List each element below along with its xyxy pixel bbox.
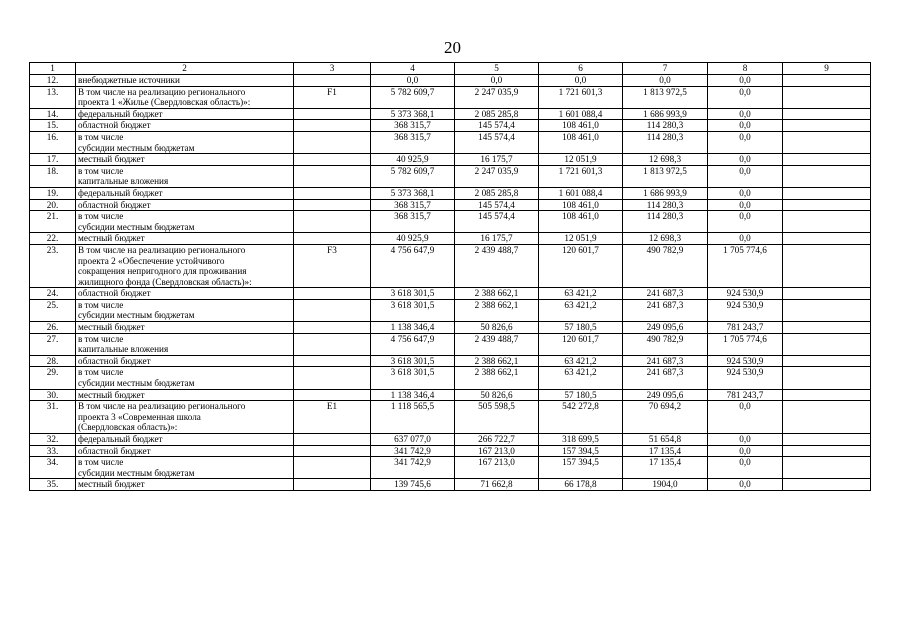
row-number: 33. (30, 445, 76, 457)
value-col-7: 1 686 993,9 (623, 187, 708, 199)
value-col-8: 781 243,7 (708, 322, 783, 334)
value-col-4: 1 118 565,5 (371, 401, 455, 434)
value-col-5: 266 722,7 (455, 434, 539, 446)
row-code (294, 120, 371, 132)
row-number: 21. (30, 211, 76, 233)
value-col-7: 490 782,9 (623, 333, 708, 355)
value-col-8: 924 530,9 (708, 367, 783, 389)
value-col-9 (783, 288, 871, 300)
value-col-9 (783, 333, 871, 355)
column-header: 2 (76, 63, 294, 75)
value-col-7: 0,0 (623, 75, 708, 87)
table-row (30, 131, 871, 153)
row-number: 25. (30, 299, 76, 321)
row-name: местный бюджет (76, 154, 294, 166)
row-number: 13. (30, 86, 76, 108)
value-col-8: 781 243,7 (708, 389, 783, 401)
row-name: федеральный бюджет (76, 434, 294, 446)
value-col-6: 108 461,0 (539, 211, 623, 233)
row-name: в том числе субсидии местным бюджетам (76, 211, 294, 233)
value-col-9 (783, 479, 871, 491)
row-name: в том числе капитальные вложения (76, 333, 294, 355)
value-col-7: 17 135,4 (623, 445, 708, 457)
budget-table (29, 62, 871, 491)
row-name: в том числе субсидии местным бюджетам (76, 367, 294, 389)
value-col-7: 1 813 972,5 (623, 165, 708, 187)
value-col-9 (783, 86, 871, 108)
column-header: 6 (539, 63, 623, 75)
value-col-8: 0,0 (708, 165, 783, 187)
table-row (30, 75, 871, 87)
row-number: 18. (30, 165, 76, 187)
value-col-6: 57 180,5 (539, 322, 623, 334)
value-col-7: 12 698,3 (623, 233, 708, 245)
table-row (30, 367, 871, 389)
value-col-8: 0,0 (708, 86, 783, 108)
row-code (294, 154, 371, 166)
row-number: 22. (30, 233, 76, 245)
value-col-5: 71 662,8 (455, 479, 539, 491)
value-col-8: 0,0 (708, 131, 783, 153)
value-col-8: 0,0 (708, 457, 783, 479)
value-col-4: 5 782 609,7 (371, 86, 455, 108)
value-col-5: 2 388 662,1 (455, 288, 539, 300)
value-col-6: 157 394,5 (539, 445, 623, 457)
value-col-5: 50 826,6 (455, 322, 539, 334)
row-code: F1 (294, 86, 371, 108)
value-col-6: 63 421,2 (539, 367, 623, 389)
table-row (30, 457, 871, 479)
value-col-5: 505 598,5 (455, 401, 539, 434)
value-col-6: 108 461,0 (539, 120, 623, 132)
value-col-9 (783, 75, 871, 87)
value-col-9 (783, 367, 871, 389)
row-code (294, 199, 371, 211)
row-number: 17. (30, 154, 76, 166)
row-code (294, 389, 371, 401)
row-code: E1 (294, 401, 371, 434)
value-col-4: 368 315,7 (371, 120, 455, 132)
value-col-5: 2 388 662,1 (455, 367, 539, 389)
row-number: 23. (30, 244, 76, 287)
value-col-6: 318 699,5 (539, 434, 623, 446)
row-number: 30. (30, 389, 76, 401)
row-code (294, 131, 371, 153)
table-row (30, 288, 871, 300)
value-col-6: 542 272,8 (539, 401, 623, 434)
value-col-7: 1 686 993,9 (623, 108, 708, 120)
row-name: В том числе на реализацию регионального проекта 2 «Обеспечение устойчивого сокращения непригодного для проживания жилищного фонда (Свердловская область)»: (76, 244, 294, 287)
value-col-5: 2 085 285,8 (455, 108, 539, 120)
value-col-6: 1 721 601,3 (539, 165, 623, 187)
row-number: 34. (30, 457, 76, 479)
value-col-5: 0,0 (455, 75, 539, 87)
table-row (30, 322, 871, 334)
column-header: 1 (30, 63, 76, 75)
row-name: В том числе на реализацию регионального проекта 3 «Современная школа (Свердловская область)»: (76, 401, 294, 434)
column-header: 4 (371, 63, 455, 75)
value-col-9 (783, 389, 871, 401)
value-col-4: 40 925,9 (371, 154, 455, 166)
value-col-6: 1 601 088,4 (539, 187, 623, 199)
value-col-6: 63 421,2 (539, 299, 623, 321)
value-col-6: 12 051,9 (539, 233, 623, 245)
row-name: в том числе субсидии местным бюджетам (76, 299, 294, 321)
value-col-8: 924 530,9 (708, 355, 783, 367)
row-code (294, 108, 371, 120)
value-col-8: 0,0 (708, 199, 783, 211)
row-code (294, 479, 371, 491)
value-col-8: 0,0 (708, 445, 783, 457)
row-name: местный бюджет (76, 322, 294, 334)
row-code (294, 187, 371, 199)
value-col-5: 2 388 662,1 (455, 355, 539, 367)
value-col-4: 368 315,7 (371, 131, 455, 153)
value-col-4: 5 373 368,1 (371, 187, 455, 199)
value-col-6: 157 394,5 (539, 457, 623, 479)
table-row (30, 299, 871, 321)
value-col-4: 3 618 301,5 (371, 299, 455, 321)
value-col-6: 120 601,7 (539, 333, 623, 355)
value-col-9 (783, 322, 871, 334)
row-name: федеральный бюджет (76, 187, 294, 199)
table-row (30, 389, 871, 401)
row-code: F3 (294, 244, 371, 287)
value-col-7: 241 687,3 (623, 288, 708, 300)
row-number: 29. (30, 367, 76, 389)
value-col-7: 1904,0 (623, 479, 708, 491)
value-col-4: 4 756 647,9 (371, 244, 455, 287)
value-col-8: 0,0 (708, 187, 783, 199)
row-code (294, 233, 371, 245)
value-col-6: 57 180,5 (539, 389, 623, 401)
row-number: 20. (30, 199, 76, 211)
value-col-7: 249 095,6 (623, 322, 708, 334)
value-col-5: 145 574,4 (455, 199, 539, 211)
value-col-6: 12 051,9 (539, 154, 623, 166)
value-col-5: 2 439 488,7 (455, 333, 539, 355)
value-col-6: 1 721 601,3 (539, 86, 623, 108)
row-code (294, 367, 371, 389)
row-number: 31. (30, 401, 76, 434)
row-code (294, 211, 371, 233)
value-col-5: 167 213,0 (455, 457, 539, 479)
value-col-5: 50 826,6 (455, 389, 539, 401)
value-col-6: 108 461,0 (539, 199, 623, 211)
table-header-row (30, 63, 871, 75)
value-col-4: 368 315,7 (371, 211, 455, 233)
value-col-7: 70 694,2 (623, 401, 708, 434)
row-number: 32. (30, 434, 76, 446)
value-col-4: 5 373 368,1 (371, 108, 455, 120)
table-row (30, 434, 871, 446)
value-col-9 (783, 233, 871, 245)
value-col-5: 2 388 662,1 (455, 299, 539, 321)
value-col-8: 0,0 (708, 479, 783, 491)
value-col-5: 2 085 285,8 (455, 187, 539, 199)
value-col-8: 0,0 (708, 120, 783, 132)
table-row (30, 445, 871, 457)
value-col-6: 1 601 088,4 (539, 108, 623, 120)
row-name: в том числе субсидии местным бюджетам (76, 457, 294, 479)
row-name: в том числе субсидии местным бюджетам (76, 131, 294, 153)
table-row (30, 479, 871, 491)
value-col-7: 17 135,4 (623, 457, 708, 479)
row-code (294, 355, 371, 367)
table-row (30, 333, 871, 355)
value-col-4: 637 077,0 (371, 434, 455, 446)
value-col-4: 3 618 301,5 (371, 288, 455, 300)
value-col-4: 3 618 301,5 (371, 367, 455, 389)
column-header: 8 (708, 63, 783, 75)
row-code (294, 299, 371, 321)
table-row (30, 233, 871, 245)
row-name: областной бюджет (76, 445, 294, 457)
row-code (294, 165, 371, 187)
value-col-9 (783, 299, 871, 321)
value-col-6: 63 421,2 (539, 288, 623, 300)
value-col-4: 341 742,9 (371, 457, 455, 479)
value-col-8: 0,0 (708, 211, 783, 233)
row-number: 15. (30, 120, 76, 132)
table-row (30, 165, 871, 187)
value-col-8: 1 705 774,6 (708, 244, 783, 287)
value-col-4: 1 138 346,4 (371, 389, 455, 401)
value-col-9 (783, 187, 871, 199)
value-col-4: 139 745,6 (371, 479, 455, 491)
value-col-7: 51 654,8 (623, 434, 708, 446)
row-name: областной бюджет (76, 355, 294, 367)
row-name: областной бюджет (76, 199, 294, 211)
value-col-4: 4 756 647,9 (371, 333, 455, 355)
table-row (30, 244, 871, 287)
row-number: 35. (30, 479, 76, 491)
column-header: 9 (783, 63, 871, 75)
value-col-9 (783, 131, 871, 153)
value-col-7: 114 280,3 (623, 120, 708, 132)
row-name: федеральный бюджет (76, 108, 294, 120)
row-number: 28. (30, 355, 76, 367)
value-col-8: 1 705 774,6 (708, 333, 783, 355)
table-row (30, 86, 871, 108)
value-col-5: 16 175,7 (455, 233, 539, 245)
row-name: В том числе на реализацию регионального проекта 1 «Жилье (Свердловская область)»: (76, 86, 294, 108)
value-col-7: 12 698,3 (623, 154, 708, 166)
value-col-8: 0,0 (708, 401, 783, 434)
row-code (294, 288, 371, 300)
value-col-9 (783, 120, 871, 132)
value-col-9 (783, 457, 871, 479)
value-col-9 (783, 355, 871, 367)
table-row (30, 187, 871, 199)
value-col-6: 120 601,7 (539, 244, 623, 287)
value-col-9 (783, 244, 871, 287)
row-number: 24. (30, 288, 76, 300)
row-name: в том числе капитальные вложения (76, 165, 294, 187)
value-col-4: 368 315,7 (371, 199, 455, 211)
value-col-7: 1 813 972,5 (623, 86, 708, 108)
table-row (30, 355, 871, 367)
value-col-8: 0,0 (708, 108, 783, 120)
table-row (30, 199, 871, 211)
value-col-9 (783, 108, 871, 120)
row-name: областной бюджет (76, 288, 294, 300)
value-col-8: 924 530,9 (708, 299, 783, 321)
table-row (30, 211, 871, 233)
value-col-5: 167 213,0 (455, 445, 539, 457)
value-col-4: 0,0 (371, 75, 455, 87)
value-col-7: 249 095,6 (623, 389, 708, 401)
value-col-9 (783, 199, 871, 211)
value-col-4: 1 138 346,4 (371, 322, 455, 334)
value-col-8: 924 530,9 (708, 288, 783, 300)
value-col-5: 145 574,4 (455, 120, 539, 132)
table-row (30, 154, 871, 166)
value-col-6: 66 178,8 (539, 479, 623, 491)
value-col-5: 145 574,4 (455, 211, 539, 233)
row-number: 14. (30, 108, 76, 120)
value-col-9 (783, 434, 871, 446)
table-row (30, 401, 871, 434)
row-name: внебюджетные источники (76, 75, 294, 87)
page-number: 20 (444, 38, 461, 57)
value-col-8: 0,0 (708, 434, 783, 446)
value-col-5: 145 574,4 (455, 131, 539, 153)
row-name: местный бюджет (76, 479, 294, 491)
value-col-4: 341 742,9 (371, 445, 455, 457)
value-col-7: 241 687,3 (623, 299, 708, 321)
row-code (294, 457, 371, 479)
row-number: 19. (30, 187, 76, 199)
row-number: 26. (30, 322, 76, 334)
table-body (30, 75, 871, 491)
column-header: 3 (294, 63, 371, 75)
value-col-8: 0,0 (708, 154, 783, 166)
value-col-9 (783, 154, 871, 166)
value-col-9 (783, 211, 871, 233)
value-col-7: 241 687,3 (623, 355, 708, 367)
value-col-4: 5 782 609,7 (371, 165, 455, 187)
value-col-5: 2 439 488,7 (455, 244, 539, 287)
value-col-7: 241 687,3 (623, 367, 708, 389)
value-col-7: 114 280,3 (623, 131, 708, 153)
row-code (294, 445, 371, 457)
value-col-5: 2 247 035,9 (455, 165, 539, 187)
row-name: местный бюджет (76, 233, 294, 245)
value-col-9 (783, 165, 871, 187)
row-code (294, 75, 371, 87)
row-code (294, 322, 371, 334)
value-col-6: 63 421,2 (539, 355, 623, 367)
value-col-9 (783, 445, 871, 457)
row-name: областной бюджет (76, 120, 294, 132)
value-col-4: 3 618 301,5 (371, 355, 455, 367)
value-col-6: 108 461,0 (539, 131, 623, 153)
row-number: 27. (30, 333, 76, 355)
value-col-6: 0,0 (539, 75, 623, 87)
table-row (30, 108, 871, 120)
row-code (294, 333, 371, 355)
row-name: местный бюджет (76, 389, 294, 401)
value-col-9 (783, 401, 871, 434)
table-row (30, 120, 871, 132)
column-header: 5 (455, 63, 539, 75)
value-col-8: 0,0 (708, 75, 783, 87)
value-col-7: 114 280,3 (623, 211, 708, 233)
value-col-5: 2 247 035,9 (455, 86, 539, 108)
value-col-5: 16 175,7 (455, 154, 539, 166)
row-code (294, 434, 371, 446)
value-col-4: 40 925,9 (371, 233, 455, 245)
row-number: 16. (30, 131, 76, 153)
row-number: 12. (30, 75, 76, 87)
column-header: 7 (623, 63, 708, 75)
value-col-7: 114 280,3 (623, 199, 708, 211)
value-col-7: 490 782,9 (623, 244, 708, 287)
value-col-8: 0,0 (708, 233, 783, 245)
